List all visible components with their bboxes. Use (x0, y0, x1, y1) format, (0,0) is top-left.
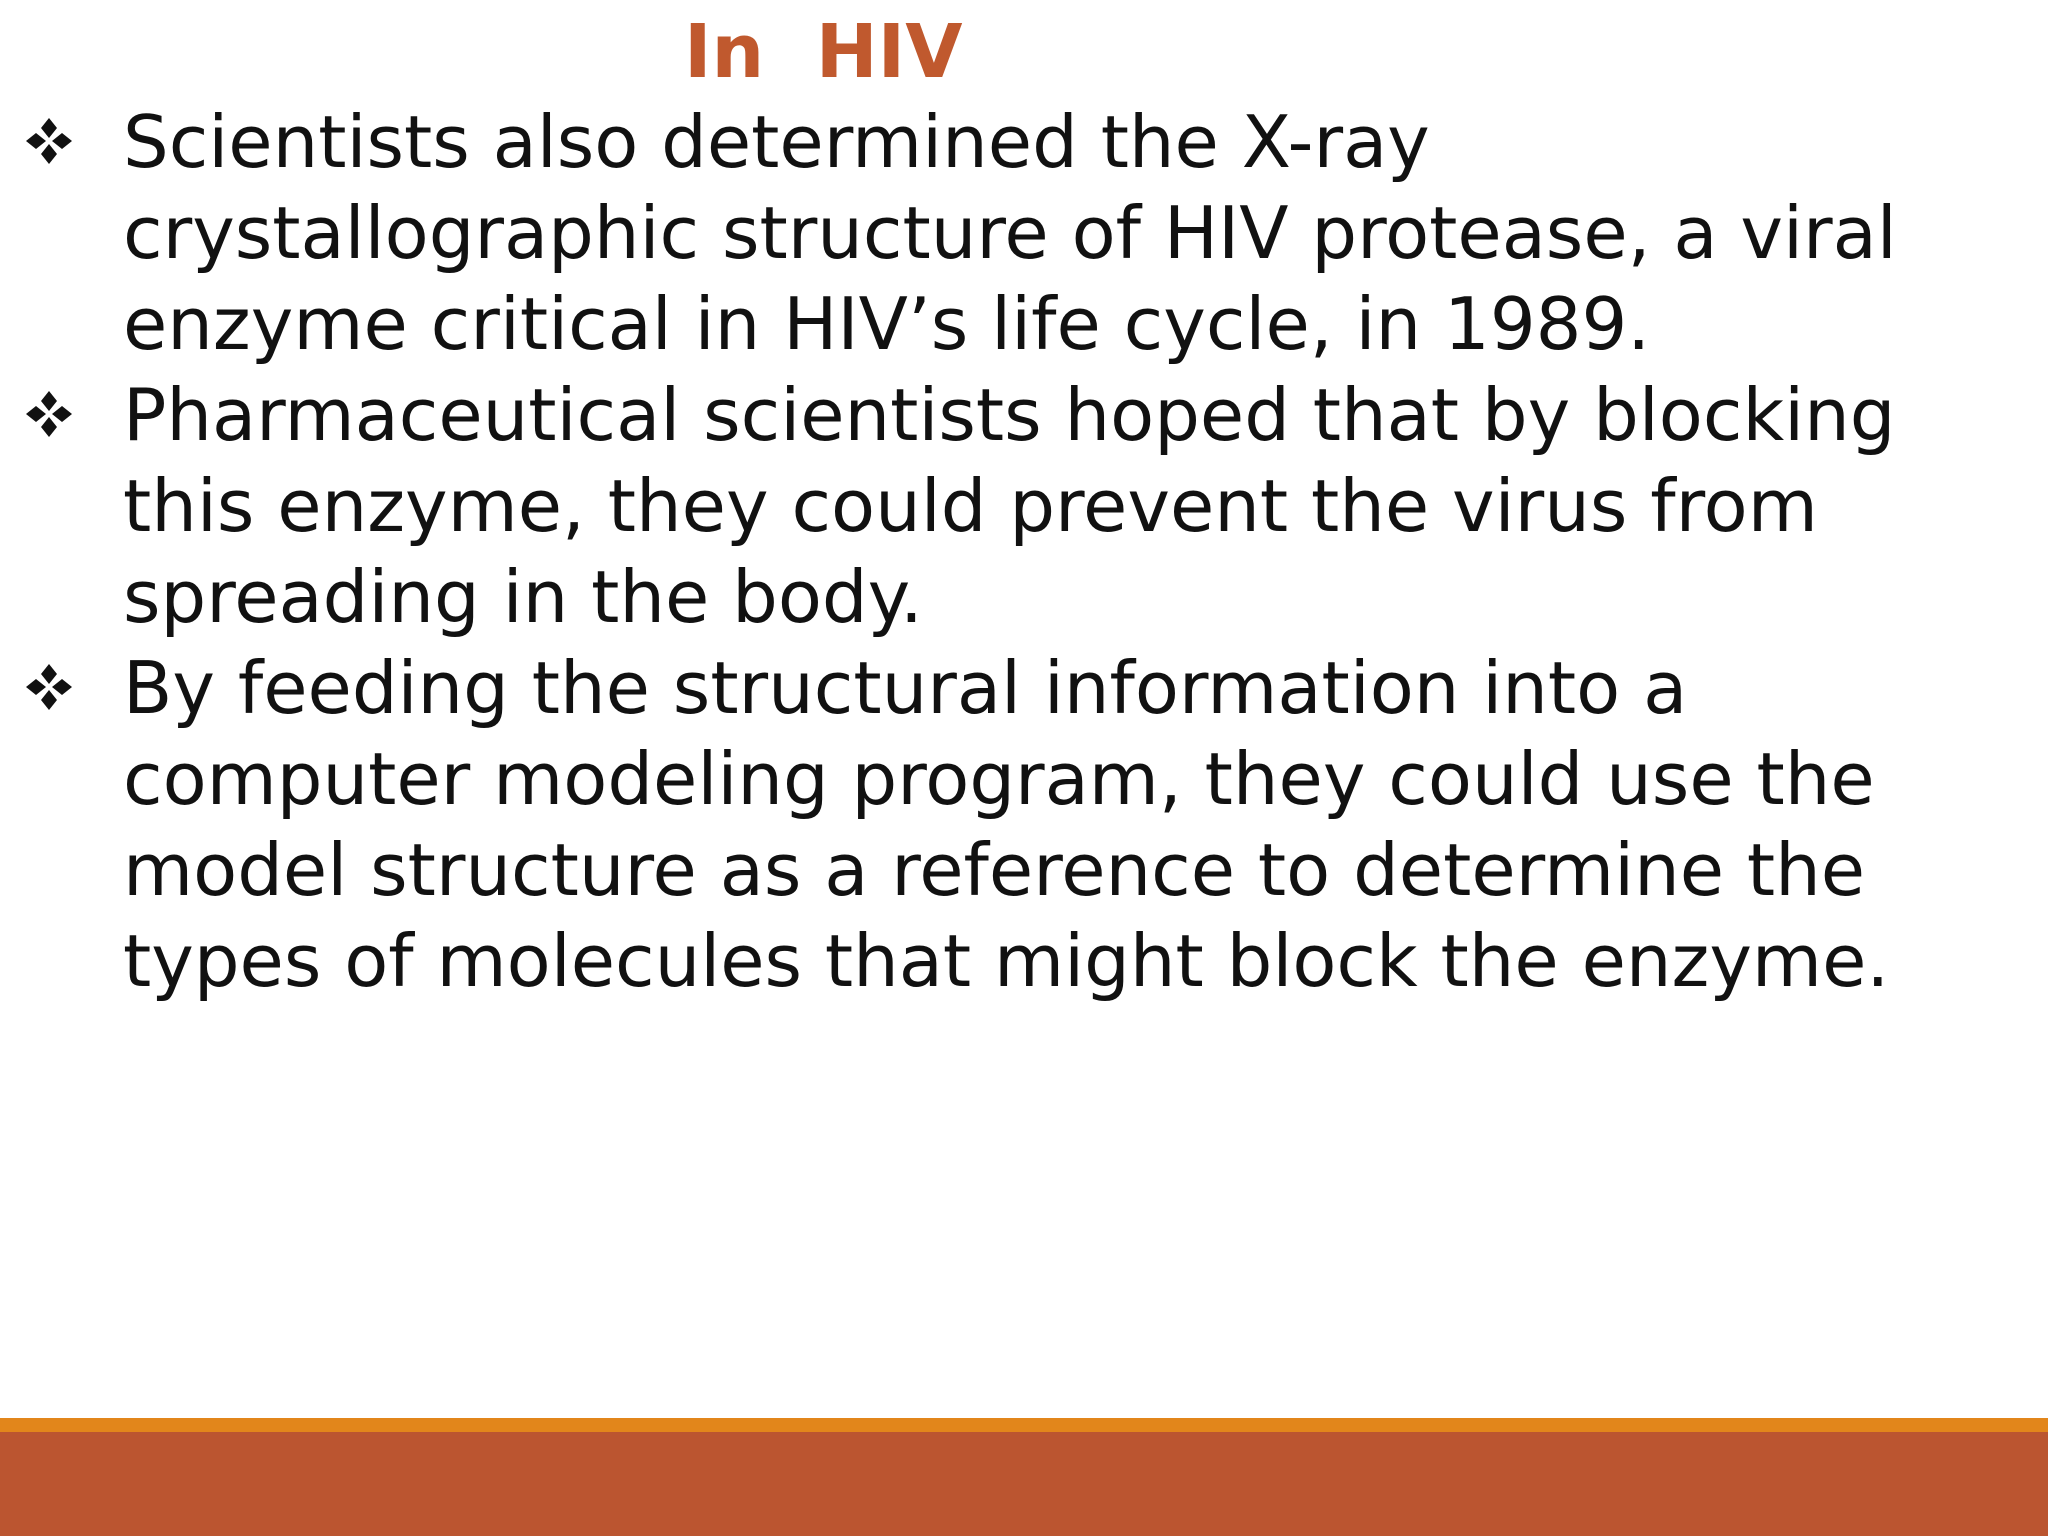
bullet-text: Scientists also determined the X-ray crystallographic structure of HIV protease, a viral enzyme critical in HIV’s life cycle, in 1989. (123, 100, 1897, 366)
footer-band (0, 1432, 2048, 1536)
slide-title: In HIV (684, 9, 963, 95)
bullet-text: By feeding the structural information into a computer modeling program, they could use the model structure as a reference to determine the types of molecules that might block the enzyme. (123, 646, 1890, 1003)
bullet-item (20, 370, 1960, 643)
bullet-list (20, 97, 1960, 1007)
bullet-text: Pharmaceutical scientists hoped that by blocking this enzyme, they could prevent the virus from spreading in the body. (123, 373, 1896, 639)
bullet-item (20, 643, 1960, 1007)
four-diamond-bullet-icon (24, 116, 74, 166)
four-diamond-bullet-icon (24, 389, 74, 439)
bullet-item (20, 97, 1960, 370)
four-diamond-bullet-icon (24, 662, 74, 712)
footer-accent-stripe (0, 1418, 2048, 1432)
